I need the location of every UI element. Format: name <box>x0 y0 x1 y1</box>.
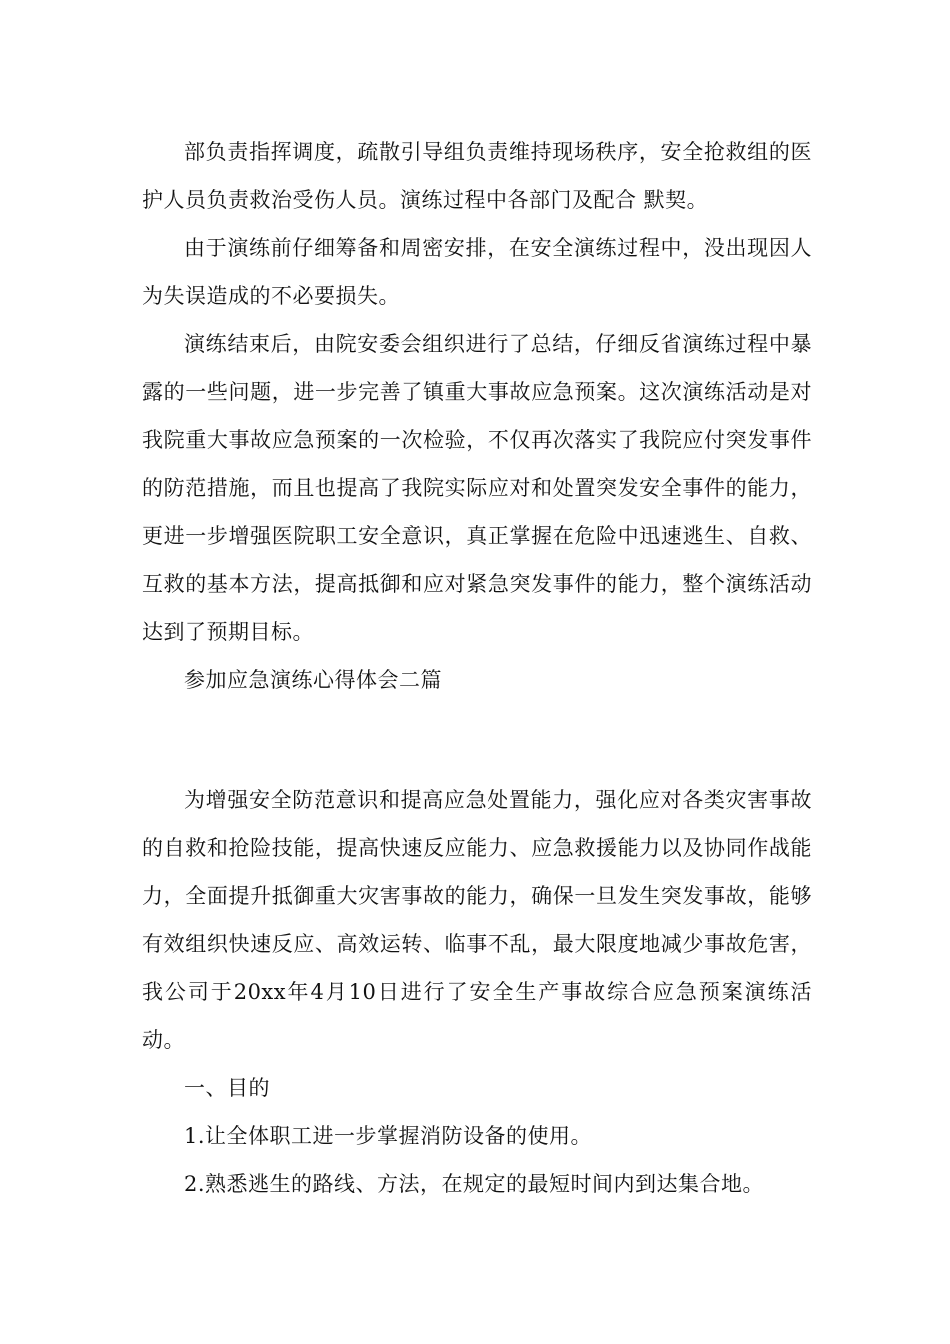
section-1 <box>142 128 812 704</box>
section-2 <box>142 776 812 1208</box>
paragraph-intro: 为增强安全防范意识和提高应急处置能力，强化应对各类灾害事故的自救和抢险技能，提高快速反应能力、应急救援能力以及协同作战能力，全面提升抵御重大灾害事故的能力，确保一旦发生突发事故，能够有效组织快速反应、高效运转、临事不乱，最大限度地减少事故危害，我公司于20xx年4月10日进行了安全生产事故综合应急预案演练活动。 <box>142 788 812 1052</box>
paragraph-1: 部负责指挥调度，疏散引导组负责维持现场秩序，安全抢救组的医护人员负责救治受伤人员。演练过程中各部门及配合 默契。 <box>142 140 812 212</box>
list-item-2: 2.熟悉逃生的路线、方法，在规定的最短时间内到达集合地。 <box>184 1172 765 1196</box>
heading-purpose: 一、目的 <box>184 1076 270 1100</box>
list-item-1: 1.让全体职工进一步掌握消防设备的使用。 <box>184 1124 593 1148</box>
paragraph-2: 由于演练前仔细筹备和周密安排，在安全演练过程中，没出现因人为失误造成的不必要损失。 <box>142 236 812 308</box>
section-title: 参加应急演练心得体会二篇 <box>184 668 442 692</box>
paragraph-3: 演练结束后，由院安委会组织进行了总结，仔细反省演练过程中暴露的一些问题，进一步完善了镇重大事故应急预案。这次演练活动是对我院重大事故应急预案的一次检验，不仅再次落实了我院应付突发事件的防范措施，而且也提高了我院实际应对和处置突发安全事件的能力，更进一步增强医院职工安全意识，真正掌握在危险中迅速逃生、自救、互救的基本方法，提高抵御和应对紧急突发事件的能力，整个演练活动达到了预期目标。 <box>142 332 812 644</box>
